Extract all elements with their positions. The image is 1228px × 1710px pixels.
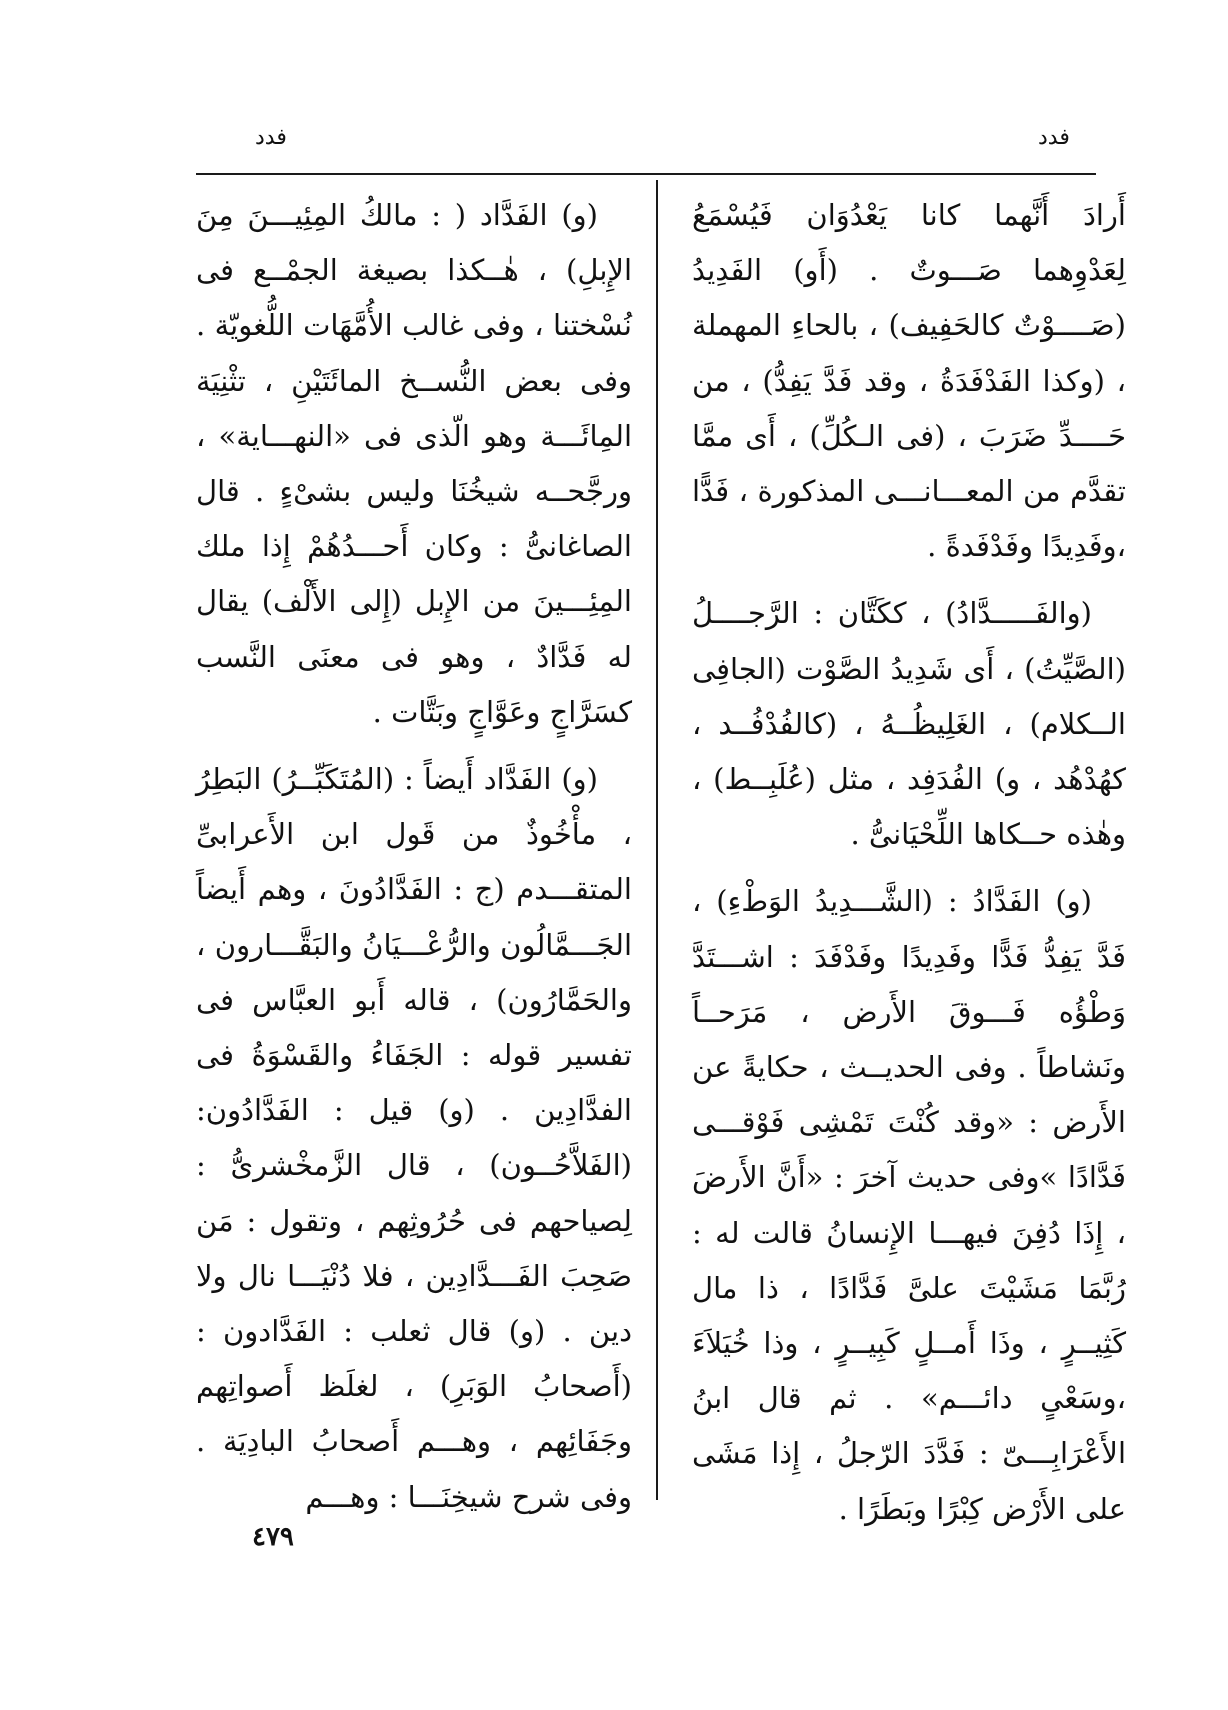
running-head-right: فدد xyxy=(1038,125,1070,150)
paragraph: (و) الفَدَّادُ : (الشَّـــدِيدُ الوَطْءِ) ، فَدَّ يَفِدُّ فَدًّا وفَدِيدًا وفَدْفَدَ : اشـــتَدَّ وَطْؤُه فَـــوقَ الأَرض ، مَرَحــاً ونَشاطاً . وفى الحديــث ، حكايةً عن الأَرض : «وقد كُنْتَ تَمْشِى فَوْقـــى فَدَّادًا »وفى حديث آخرَ : «أَنَّ الأَرضَ ، إِذَا دُفِنَ فيهـــا الإِنسانُ قالت له : رُبَّمَا مَشَيْتَ علىَّ فَدَّادًا ، ذا مال كَثِيــرٍ ، وذَا أَمــلٍ كَبِيــرٍ ، وذا خُيَلاَءَ ،وسَعْىٍ دائـــم» . ثم قال ابنُ الأَعْرَابِـــىّ : فَدَّدَ الرّجلُ ، إِذا مَشَى على الأَرْض كِبْرًا وبَطَرًا . xyxy=(692,884,1126,1526)
right-text-column xyxy=(692,188,1126,1537)
paragraph: (و) الفَدَّاد أَيضاً : (المُتَكَبِّــرُ) البَطِرُ ، مأْخُوذٌ من قَول ابن الأَعرابىِّ المتقـــدم (ج : الفَدَّادُونَ ، وهم أَيضاً الجَـــمَّالُون والرُّعْـــيَانُ والبَقَّـــارون ، والحَمَّارُون) ، قاله أَبو العبَّاس فى تفسير قوله : الجَفَاءُ والقَسْوَةُ فى الفدَّادِين . (و) قيل : الفَدَّادُون: (الفَلاَّحُــون) ، قال الزَّمخْشرىُّ : لِصياحهم فى حُرُوثِهم ، وتقول : مَن صَحِبَ الفَـــدَّادِين ، فلا دُنْيَـــا نال ولا دين . (و) قال ثعلب : الفَدَّادون : (أَصحابُ الوَبَرِ) ، لغلَظ أَصواتِهم وجَفَائِهم ، وهـــم أَصحابُ البادِيَة . وفى شرح شيخِنَـــا : وهـــم xyxy=(196,762,632,1514)
header-rule xyxy=(196,173,1096,175)
page-number: ٤٧٩ xyxy=(252,1522,294,1552)
left-text-column xyxy=(196,188,632,1525)
paragraph: أَرادَ أَنَّهما كانا يَعْدُوَان فَيُسْمَعُ لِعَدْوِهما صَـــوتٌ . (أَو) الفَدِيدُ (صَــــوْتٌ كالحَفِيف) ، بالحاءِ المهملة ، (وكذا الفَدْفَدَةُ ، وقد فَدَّ يَفِدُّ) ، من حَــــدِّ ضَرَبَ ، (فى الـكُلِّ) ، أَى ممَّا تقدَّم من المعـــانـــى المذكورة ، فَدًّا ،وفَدِيدًا وفَدْفَدةً . xyxy=(692,198,1126,564)
column-divider xyxy=(656,180,658,1500)
running-head-left: فدد xyxy=(255,125,287,150)
paragraph: (والفَـــــدَّادُ) ، ككَتَّان : الرَّجــــلُ (الصَّيِّتُ) ، أَى شَدِيدُ الصَّوْت (الجافِى الــكلام) ، الغَلِيظُــهُ ، (كالفُدْفُــد ، كهُدْهُد ، و) الفُدَفِد ، مثل (عُلَبِــط) ، وهٰذه حــكاها اللِّحْيَانىُّ . xyxy=(692,596,1126,852)
paragraph: (و) الفَدَّاد ( : مالكُ المِئِيـــنَ مِنَ الإِبلِ) ، هٰــكذا بصيغة الجمْــع فى نُسْختنا ، وفى غالب الأُمَّهَات اللُّغويّة . وفى بعض النُّســخ المائَتَيْنِ ، تثْنِيَة المِائَـــة وهو الّذى فى «النهـــاية» ، ورجَّحــه شيخُنَا وليس بشىْءٍ . قال الصاغانىُّ : وكان أَحـــدُهُمْ إِذا ملك المِئِـــينَ من الإِبل (إِلى الأَلْف) يقال له فَدَّادٌ ، وهو فى معنَى النَّسب كسَرَّاجٍ وعَوَّاجٍ وبَتَّات . xyxy=(196,198,632,729)
